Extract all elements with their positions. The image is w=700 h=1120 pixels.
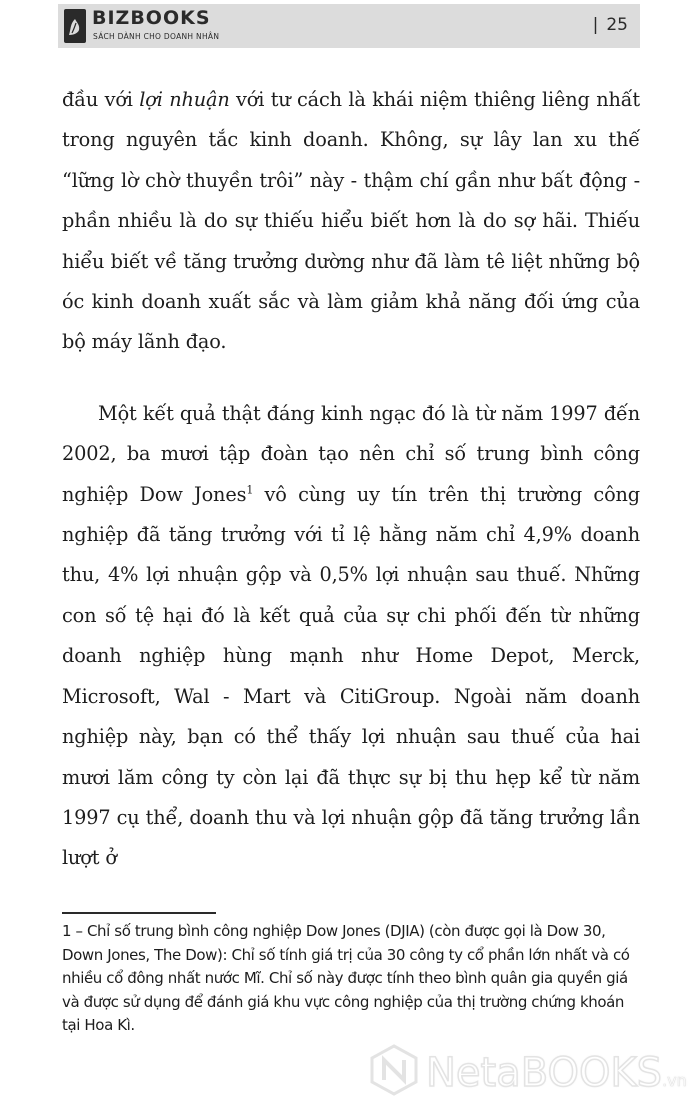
para2-text-start: Một kết quả thật đáng kinh ngạc đó là từ năm 1997 đến 2002, ba mươi tập đoàn tạo nên chỉ số trung bình công nghiệp Dow Jones [62, 401, 640, 506]
para1-italic-term: lợi nhuận [139, 88, 230, 111]
para2-text-end: vô cùng uy tín trên thị trường công nghiệp đã tăng trưởng với tỉ lệ hằng năm chỉ 4,9% doanh thu, 4% lợi nhuận gộp và 0,5% lợi nhuận sau thuế. Những con số tệ hại đó là kết quả của sự chi phối đến từ những doanh nghiệp hùng mạnh như Home Depot, Merck, Microsoft, Wal - Mart và CitiGroup. Ngoài năm doanh nghiệp này, bạn có thể thấy lợi nhuận sau thuế của hai mươi lăm công ty còn lại đã thực sự bị thu hẹp kể từ năm 1997 cụ thể, doanh thu và lợi nhuận gộp đã tăng trưởng lần lượt ở [62, 482, 640, 870]
netabooks-logo-icon [368, 1044, 420, 1096]
para1-text-start: đầu với [62, 88, 140, 111]
page-number-block [593, 15, 628, 35]
para1-text-end: với tư cách là khái niệm thiêng liêng nhất trong nguyên tắc kinh doanh. Không, sự lây lan xu thế “lững lờ chờ thuyền trôi” này - thậm chí gần như bất động - phần nhiều là do sự thiếu hiểu biết hơn là do sợ hãi. Thiếu hiểu biết về tăng trưởng dường như đã làm tê liệt những bộ óc kinh doanh xuất sắc và làm giảm khả năng đối ứng của bộ máy lãnh đạo. [62, 88, 640, 354]
bizbooks-logo-icon [64, 9, 86, 43]
watermark-brand: NetaBOOKS [426, 1050, 663, 1096]
brand-name: BIZBOOKS [92, 7, 211, 29]
watermark-suffix: .vn [662, 1071, 687, 1090]
watermark [360, 1040, 700, 1110]
footnote: 1 – Chỉ số trung bình công nghiệp Dow Jones (DJIA) (còn được gọi là Dow 30, Down Jones, The Dow): Chỉ số tính giá trị của 30 công ty cổ phần lớn nhất và có nhiều cổ đông nhất nước Mĩ. Chỉ số này được tính theo bình quân gia quyền giá và được sử dụng để đánh giá khu vực công nghiệp của thị trường chứng khoán tại Hoa Kì. [62, 922, 630, 1034]
paragraph-1 [62, 80, 640, 363]
watermark-text [426, 1050, 687, 1096]
body-text [62, 80, 640, 879]
footnote-marker: 1 [246, 483, 254, 497]
paragraph-2 [62, 394, 640, 879]
page-separator: | [592, 15, 599, 35]
page-header [58, 4, 640, 48]
footnote-divider [62, 912, 216, 914]
page-number: 25 [606, 15, 628, 35]
brand-tagline: SÁCH DÀNH CHO DOANH NHÂN [93, 32, 220, 41]
